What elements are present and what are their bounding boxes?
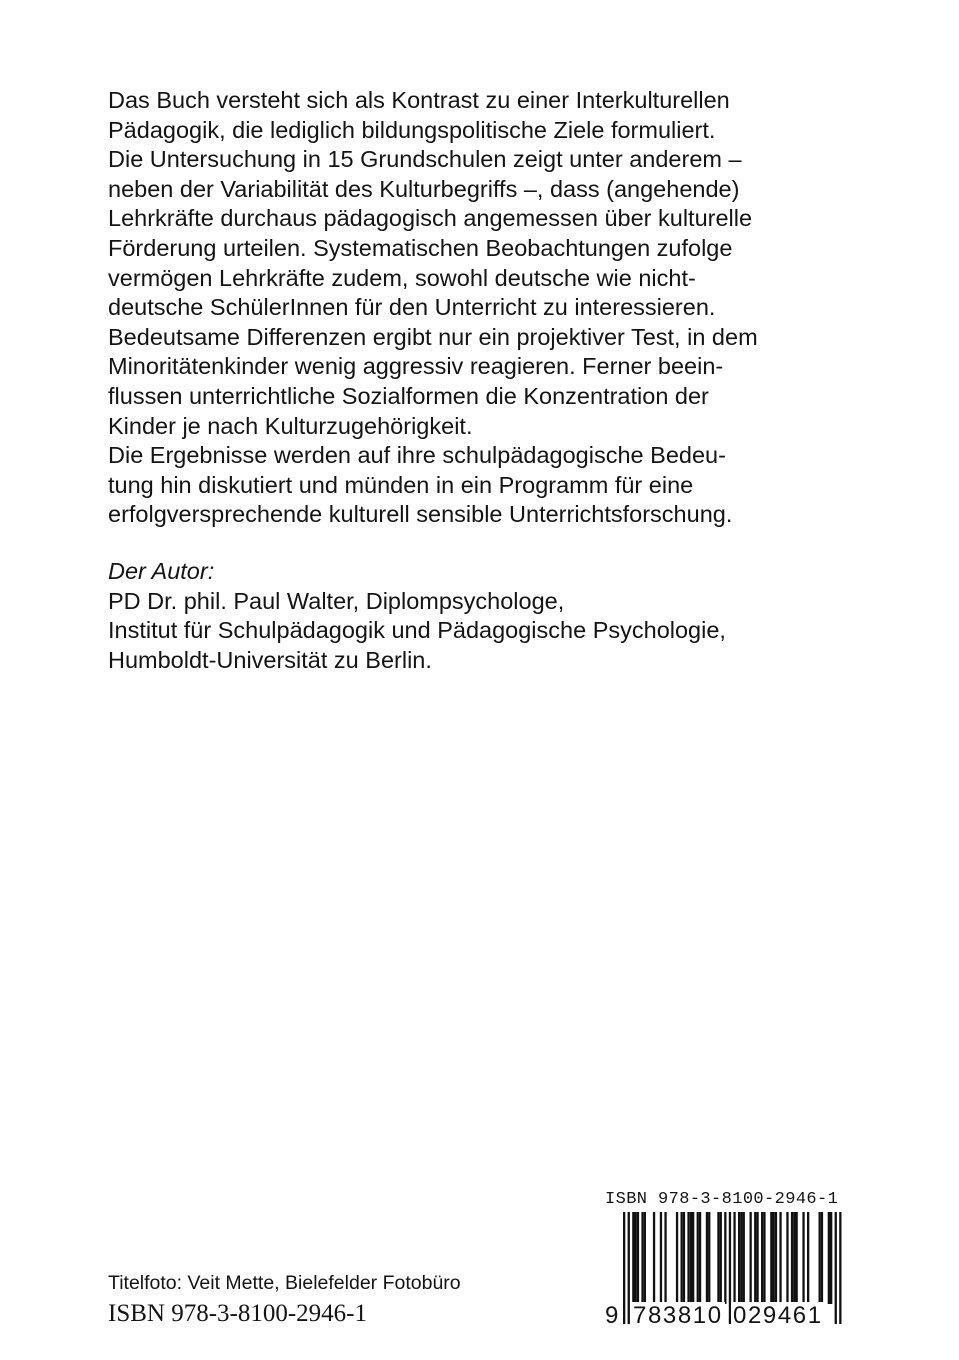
barcode-bar	[628, 1212, 630, 1324]
barcode-bar	[773, 1212, 775, 1304]
barcode-left-digits: 783810	[633, 1302, 723, 1329]
barcode-bar	[738, 1212, 740, 1304]
barcode-bar	[632, 1212, 634, 1304]
barcode-bar	[830, 1212, 832, 1304]
barcode-bar	[623, 1212, 625, 1324]
blurb-line: Lehrkräfte durchaus pädagogisch angemessen über kulturelle	[108, 205, 753, 232]
blurb-line: Förderung urteilen. Systematischen Beobachtungen zufolge	[108, 234, 733, 261]
barcode-bar	[740, 1212, 742, 1304]
barcode-bar	[750, 1212, 752, 1304]
barcode-bar	[697, 1212, 699, 1304]
barcode-right-digits: 029461	[733, 1302, 823, 1329]
barcode-bar	[828, 1212, 830, 1304]
isbn-text: ISBN 978-3-8100-2946-1	[108, 1300, 368, 1327]
barcode-bar	[653, 1212, 655, 1304]
barcode-bar	[641, 1212, 643, 1304]
author-section	[108, 557, 908, 675]
barcode-bar	[779, 1212, 781, 1304]
blurb-text	[108, 86, 908, 530]
barcode-bar	[724, 1212, 726, 1304]
barcode-bar	[786, 1212, 788, 1304]
barcode-bar	[835, 1212, 837, 1324]
barcode-bar	[775, 1212, 777, 1304]
barcode-bar	[683, 1212, 685, 1304]
barcode-bar	[754, 1212, 756, 1304]
barcode-bar	[821, 1212, 823, 1304]
barcode	[605, 1190, 855, 1340]
barcode-bar	[644, 1212, 646, 1304]
barcode-bar	[796, 1212, 798, 1304]
blurb-line: Die Ergebnisse werden auf ihre schulpädagogische Bedeu-	[108, 442, 726, 469]
barcode-bar	[720, 1212, 722, 1304]
barcode-isbn-label: ISBN 978-3-8100-2946-1	[605, 1190, 839, 1209]
blurb-line: tung hin diskutiert und münden in ein Programm für eine	[108, 471, 694, 498]
barcode-bar	[839, 1212, 841, 1324]
blurb-line: Pädagogik, die lediglich bildungspolitische Ziele formuliert.	[108, 116, 716, 143]
barcode-bar	[807, 1212, 809, 1304]
barcode-bar	[660, 1212, 662, 1304]
barcode-bar	[756, 1212, 758, 1304]
barcode-bar	[699, 1212, 701, 1304]
barcode-bar	[763, 1212, 765, 1304]
barcode-bar	[791, 1212, 793, 1304]
barcode-bar	[692, 1212, 694, 1304]
barcode-bar	[676, 1212, 678, 1304]
barcode-bar	[664, 1212, 666, 1304]
blurb-line: Das Buch versteht sich als Kontrast zu einer Interkulturellen	[108, 87, 730, 113]
author-heading: Der Autor:	[108, 558, 215, 584]
author-line: Institut für Schulpädagogik und Pädagogische Psychologie,	[108, 617, 726, 644]
blurb-line: flussen unterrichtliche Sozialformen die Konzentration der	[108, 382, 709, 409]
blurb-line: Minoritätenkinder wenig aggressiv reagieren. Ferner beein-	[108, 353, 724, 380]
barcode-bar	[743, 1212, 745, 1304]
barcode-bar	[770, 1212, 772, 1304]
blurb-line: Kinder je nach Kulturzugehörigkeit.	[108, 412, 473, 439]
barcode-bar	[717, 1212, 719, 1304]
blurb-line: Die Untersuchung in 15 Grundschulen zeigt unter anderem –	[108, 146, 742, 173]
barcode-bar	[690, 1212, 692, 1304]
blurb-line: vermögen Lehrkräfte zudem, sowohl deutsche wie nicht-	[108, 264, 696, 291]
blurb-line: neben der Variabilität des Kulturbegriffs –, dass (angehende)	[108, 175, 740, 202]
barcode-bar	[706, 1212, 708, 1304]
barcode-bar	[637, 1212, 639, 1304]
author-line: PD Dr. phil. Paul Walter, Diplompsychologe,	[108, 587, 565, 614]
barcode-bar	[761, 1212, 763, 1304]
barcode-bar	[687, 1212, 689, 1304]
blurb-line: erfolgversprechende kulturell sensible Unterrichtsforschung.	[108, 501, 733, 528]
barcode-bar	[635, 1212, 637, 1304]
blurb-line: Bedeutsame Differenzen ergibt nur ein projektiver Test, in dem	[108, 323, 758, 350]
barcode-bar	[681, 1212, 683, 1304]
photo-credit: Titelfoto: Veit Mette, Bielefelder Fotobüro	[108, 1272, 461, 1294]
barcode-bar	[708, 1212, 710, 1304]
barcode-bar	[793, 1212, 795, 1304]
barcode-bar	[802, 1212, 804, 1304]
author-line: Humboldt-Universität zu Berlin.	[108, 646, 432, 673]
blurb-line: deutsche SchülerInnen für den Unterricht zu interessieren.	[108, 294, 716, 321]
barcode-first-digit: 9	[605, 1302, 619, 1329]
barcode-bar	[819, 1212, 821, 1304]
